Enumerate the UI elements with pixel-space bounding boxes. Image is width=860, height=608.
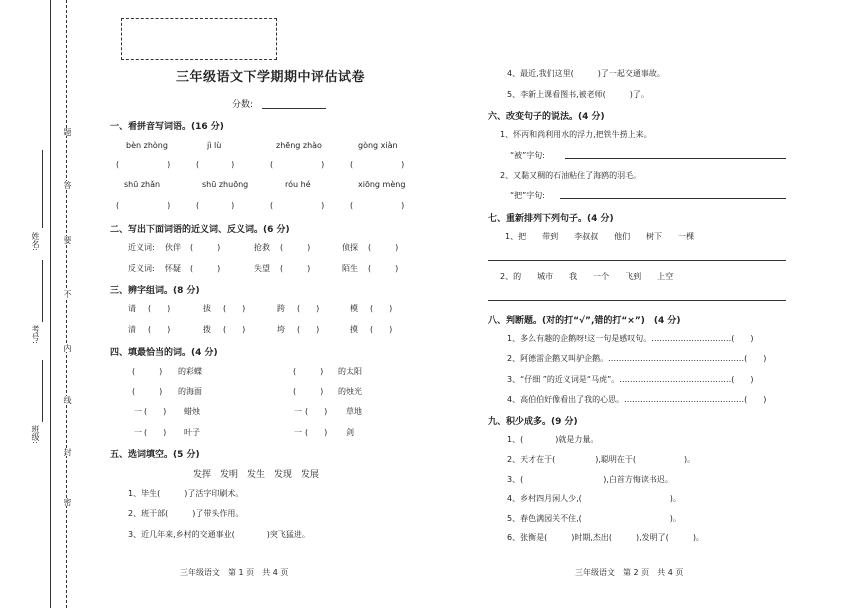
answer-line[interactable] [488, 260, 786, 261]
stamp-box [121, 18, 277, 60]
s6-prompt-2: “把”字句: [510, 191, 545, 200]
answer-blank[interactable] [523, 435, 555, 444]
section-4-heading: 四、填最恰当的词。(4 分) [110, 348, 218, 358]
char: 请 [128, 304, 136, 313]
answer-blank[interactable] [636, 455, 684, 464]
phrase: 的海面 [178, 387, 202, 396]
answer-paren[interactable]: ( ) [148, 325, 171, 334]
class-label: 班级: [31, 425, 40, 444]
question-5: 5、李新上课看图书,被老师( )了。 [507, 90, 649, 99]
phrase: 的太阳 [338, 367, 362, 376]
section-2-heading: 二、写出下面词语的近义词、反义词。(6 分) [110, 225, 290, 235]
answer-blank[interactable] [523, 475, 603, 484]
word: 抢救 [254, 243, 270, 252]
phrase: 蜡烛 [184, 407, 200, 416]
pinyin: bèn zhòng [126, 141, 168, 150]
answer-paren[interactable]: ( ) [297, 304, 320, 313]
phrase: 的烛光 [338, 387, 362, 396]
pinyin: gòng xiàn [358, 141, 398, 150]
pinyin: shū zhǎn [124, 180, 161, 189]
answer-line[interactable] [488, 300, 786, 301]
seal-char: 密 [63, 498, 72, 506]
footer-page-1: 三年级语文 第 1 页 共 4 页 [180, 568, 289, 577]
answer-blank[interactable] [235, 530, 267, 539]
answer-paren[interactable]: ( ) [144, 407, 167, 416]
s7-question-2: 2、的 城市 我 一个 飞到 上空 [500, 272, 674, 281]
answer-paren[interactable]: ( ) [196, 160, 235, 169]
answer-paren[interactable]: ( ) [270, 160, 325, 169]
section-8-heading: 八、判断题。(对的打“√”,错的打“×”) (4 分) [488, 316, 681, 326]
seal-char: 封 [63, 448, 72, 456]
answer-blank[interactable] [168, 509, 192, 518]
score-label: 分数: [232, 100, 254, 110]
pinyin: xiōng mèng [358, 180, 406, 189]
judge-item[interactable]: 1、多么有趣的企鹅呀!这一句是感叹句。…………………………( ) [507, 334, 754, 343]
answer-line[interactable] [560, 198, 786, 199]
answer-paren[interactable]: ( ) [293, 387, 324, 396]
answer-blank[interactable] [612, 533, 636, 542]
answer-paren[interactable]: ( ) [223, 325, 246, 334]
question-2: 2、班干部( )了带头作用。 [128, 509, 244, 518]
section-7-heading: 七、重新排列下列句子。(4 分) [488, 214, 614, 224]
answer-paren[interactable]: ( ) [148, 304, 171, 313]
answer-blank[interactable] [582, 494, 670, 503]
seal-char: 线 [63, 396, 72, 404]
answer-paren[interactable]: ( ) [350, 160, 405, 169]
yi-char: 一 [134, 407, 142, 416]
section-6-heading: 六、改变句子的说法。(4 分) [488, 112, 605, 122]
answer-paren[interactable]: ( ) [144, 428, 167, 437]
answer-blank[interactable] [555, 455, 595, 464]
phrase: 剑 [346, 428, 354, 437]
answer-blank[interactable] [582, 514, 670, 523]
answer-blank[interactable] [160, 489, 184, 498]
answer-paren[interactable]: ( ) [280, 264, 311, 273]
seal-char: 内 [63, 344, 72, 352]
seal-char: 答 [63, 181, 72, 189]
char: 拨 [203, 325, 211, 334]
answer-blank[interactable] [547, 533, 571, 542]
answer-paren[interactable]: ( ) [132, 367, 163, 376]
s6-prompt-1: “被”字句: [510, 151, 545, 160]
answer-paren[interactable]: ( ) [297, 325, 320, 334]
answer-paren[interactable]: ( ) [350, 201, 405, 210]
exam-no-field-line[interactable] [42, 260, 43, 322]
char: 摸 [350, 325, 358, 334]
answer-blank[interactable] [606, 90, 630, 99]
seal-char: 要 [63, 236, 72, 244]
char: 拔 [203, 304, 211, 313]
seal-char: 题 [63, 128, 72, 136]
s9-q6: 6、张衡是( )时期,杰出( ),发明了( )。 [507, 533, 704, 542]
section-9-heading: 九、积少成多。(9 分) [488, 417, 578, 427]
answer-paren[interactable]: ( ) [293, 367, 324, 376]
answer-blank[interactable] [669, 533, 693, 542]
phrase: 叶子 [184, 428, 200, 437]
s6-question-2: 2、又黏又稠的石油粘住了海鸥的羽毛。 [500, 171, 642, 180]
synonym-label: 近义词: [128, 243, 155, 252]
answer-paren[interactable]: ( ) [305, 428, 328, 437]
char: 跨 [277, 304, 285, 313]
answer-paren[interactable]: ( ) [368, 264, 399, 273]
page-title: 三年级语文下学期期中评估试卷 [176, 70, 366, 85]
s9-q3: 3、( ),白首方悔读书迟。 [507, 475, 673, 484]
answer-paren[interactable]: ( ) [196, 201, 235, 210]
answer-paren[interactable]: ( ) [116, 201, 171, 210]
class-field-line[interactable] [42, 360, 43, 422]
answer-line[interactable] [565, 158, 786, 159]
phrase: 草地 [346, 407, 362, 416]
exam-no-label: 考号: [31, 325, 40, 344]
answer-paren[interactable]: ( ) [280, 243, 311, 252]
pinyin: jì lù [207, 141, 222, 150]
margin-solid-line [50, 0, 51, 608]
margin-dashed-line [66, 0, 67, 608]
word-choices: 发挥 发明 发生 发现 发展 [193, 470, 320, 480]
judge-item[interactable]: 2、阿德雷企鹅又叫驴企鹅。……………………………………………( ) [507, 354, 767, 363]
answer-paren[interactable]: ( ) [368, 243, 399, 252]
answer-paren[interactable]: ( ) [223, 304, 246, 313]
pinyin: shū zhuōng [202, 180, 249, 189]
s9-q5: 5、春色满园关不住,( )。 [507, 514, 681, 523]
seal-char: 不 [63, 290, 72, 298]
name-label: 姓名: [31, 232, 40, 251]
s6-question-1: 1、怀丙和尚利用水的浮力,把铁牛捞上来。 [500, 130, 652, 139]
section-5-heading: 五、选词填空。(5 分) [110, 450, 200, 460]
answer-paren[interactable]: ( ) [305, 407, 328, 416]
judge-item[interactable]: 3、“仔细 ”的近义词是“马虎”。……………………………………( ) [507, 375, 754, 384]
word: 侦探 [342, 243, 358, 252]
answer-blank[interactable] [574, 69, 598, 78]
answer-paren[interactable]: ( ) [132, 387, 163, 396]
question-1: 1、毕生( )了活字印刷术。 [128, 489, 244, 498]
pinyin: róu hé [285, 180, 311, 189]
yi-char: 一 [134, 428, 142, 437]
question-4: 4、最近,我们这里( )了一起交通事故。 [507, 69, 665, 78]
answer-paren[interactable]: ( ) [370, 325, 393, 334]
s9-q2: 2、天才在于( ),聪明在于( )。 [507, 455, 696, 464]
s9-q4: 4、乡村四月闲人少,( )。 [507, 494, 681, 503]
word: 伙伴 [165, 243, 181, 252]
answer-paren[interactable]: ( ) [190, 264, 221, 273]
char: 垮 [277, 325, 285, 334]
yi-char: 一 [294, 428, 302, 437]
yi-char: 一 [294, 407, 302, 416]
answer-paren[interactable]: ( ) [370, 304, 393, 313]
answer-paren[interactable]: ( ) [190, 243, 221, 252]
answer-paren[interactable]: ( ) [270, 201, 325, 210]
phrase: 的彩蝶 [178, 367, 202, 376]
word: 怀疑 [165, 264, 181, 273]
judge-item[interactable]: 4、高伯伯好像看出了我的心思。………………………………………( ) [507, 395, 767, 404]
section-3-heading: 三、辨字组词。(8 分) [110, 286, 200, 296]
question-3: 3、近几年来,乡村的交通事业( )突飞猛进。 [128, 530, 310, 539]
name-field-line[interactable] [42, 150, 43, 228]
answer-paren[interactable]: ( ) [116, 160, 171, 169]
antonym-label: 反义词: [128, 264, 155, 273]
s7-question-1: 1、把 带到 李叔叔 他们 树下 一棵 [505, 232, 695, 241]
word: 陌生 [342, 264, 358, 273]
footer-page-2: 三年级语文 第 2 页 共 4 页 [575, 568, 684, 577]
pinyin: zhēng zhào [276, 141, 322, 150]
section-1-heading: 一、看拼音写词语。(16 分) [110, 122, 224, 132]
word: 失望 [254, 264, 270, 273]
char: 模 [350, 304, 358, 313]
s9-q1: 1、( )就是力量。 [507, 435, 599, 444]
score-field[interactable] [262, 108, 326, 109]
char: 清 [128, 325, 136, 334]
